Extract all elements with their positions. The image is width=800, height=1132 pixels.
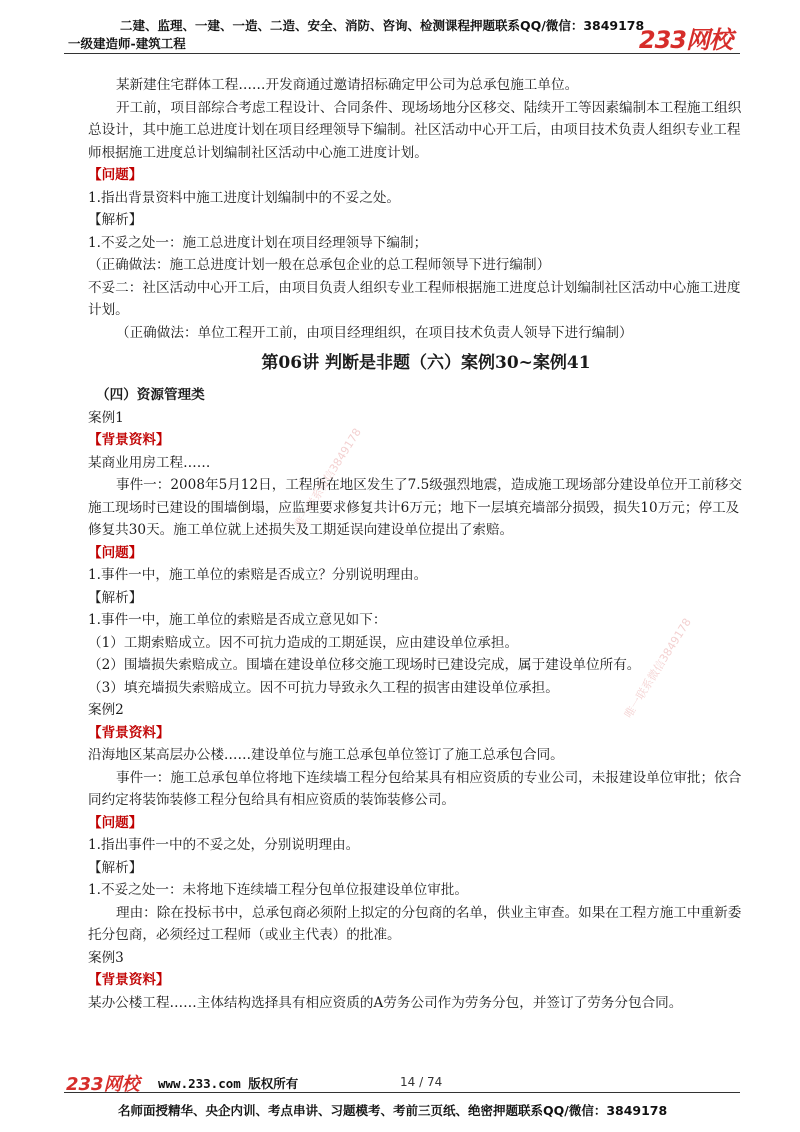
watermark-text: 唯一联系微信3849178 [291, 426, 364, 531]
question-tag: 【问题】 [88, 544, 143, 561]
question-tag: 【问题】 [88, 167, 143, 183]
lecture-title: 第06讲 判断是非题（六）案例30~案例41 [261, 353, 591, 373]
answer-line: 不妥二：社区活动中心开工后，由项目负责人组织专业工程师根据施工进度总计划编制社区活动中心施工进度计划。 [88, 279, 741, 318]
brand-logo: 233网校 [638, 26, 732, 54]
case-label: 案例3 [88, 949, 124, 966]
header-contact-line: 二建、监理、一建、一造、二造、安全、消防、咨询、检测课程押题联系QQ/微信：3849178 [120, 18, 645, 33]
answer-line: 理由：除在投标书中，总承包商必须附上拟定的分包商的名单，供业主审查。如果在工程方施工中重新委托分包商，必须经过工程师（或业主代表）的批准。 [88, 904, 742, 943]
paragraph: 事件一：2008年5月12日，工程所在地区发生了7.5级强烈地震，造成施工现场部分建设单位开工前移交施工现场时已建设的围墙倒塌，应监理要求修复共计6万元；地下一层填充墙部分损毁，损失10万元；停工及修复共30天。施工单位就上述损失及工期延误向建设单位提出了索赔。 [88, 477, 742, 538]
analysis-tag: 【解析】 [88, 589, 143, 606]
paragraph: 沿海地区某高层办公楼……建设单位与施工总承包单位签订了施工总承包合同。 [88, 747, 564, 763]
case-label: 案例2 [88, 702, 124, 718]
analysis-tag: 【解析】 [88, 212, 143, 228]
footer-contact-line: 名师面授精华、央企内训、考点串讲、习题模考、考前三页纸、绝密押题联系QQ/微信：3849178 [118, 1103, 668, 1118]
question: 1.指出背景资料中施工进度计划编制中的不妥之处。 [88, 189, 401, 206]
answer-line: （2）围墙损失索赔成立。围墙在建设单位移交施工现场时已建设完成，属于建设单位所有。 [88, 657, 641, 673]
answer-line: （3）填充墙损失索赔成立。因不可抗力导致永久工程的损害由建设单位承担。 [88, 679, 559, 696]
paragraph: 某商业用房工程…… [88, 454, 211, 471]
question-tag: 【问题】 [88, 814, 143, 831]
background-tag: 【背景资料】 [88, 432, 170, 448]
answer-line: 1.事件一中，施工单位的索赔是否成立意见如下： [88, 612, 387, 628]
paragraph: 某办公楼工程……主体结构选择具有相应资质的A劳务公司作为劳务分包，并签订了劳务分包合同。 [88, 994, 683, 1011]
header-subject: 一级建造师-建筑工程 [68, 36, 186, 51]
answer-line: （1）工期索赔成立。因不可抗力造成的工期延误，应由建设单位承担。 [88, 634, 519, 651]
page-number: 14 / 74 [400, 1075, 443, 1089]
answer-line: 1.不妥之处一：未将地下连续墙工程分包单位报建设单位审批。 [88, 882, 468, 898]
footer-copyright: www.233.com 版权所有 [158, 1076, 299, 1091]
question: 1.指出事件一中的不妥之处，分别说明理由。 [88, 837, 360, 853]
header-divider [64, 53, 740, 54]
answer-line: 1.不妥之处一：施工总进度计划在项目经理领导下编制； [88, 234, 428, 251]
paragraph: 某新建住宅群体工程……开发商通过邀请招标确定甲公司为总承包施工单位。 [116, 77, 579, 93]
footer-divider [64, 1092, 740, 1093]
case-label: 案例1 [88, 409, 124, 426]
answer-line: （正确做法：单位工程开工前，由项目经理组织，在项目技术负责人领导下进行编制） [116, 324, 633, 341]
paragraph: 开工前，项目部综合考虑工程设计、合同条件、现场场地分区移交、陆续开工等因素编制本工程施工组织总设计，其中施工总进度计划在项目经理领导下编制。社区活动中心开工后，由项目技术负责人组织专业工程师根据施工进度总计划编制社区活动中心施工进度计划。 [88, 99, 742, 161]
analysis-tag: 【解析】 [88, 859, 143, 876]
document-body [88, 74, 744, 1014]
paragraph: 事件一：施工总承包单位将地下连续墙工程分包给某具有相应资质的专业公司，未报建设单位审批；依合同约定将装饰装修工程分包给具有相应资质的装饰装修公司。 [88, 769, 742, 808]
watermark-text-2: 唯一联系微信3849178 [621, 616, 694, 721]
section-heading: （四）资源管理类 [96, 387, 205, 403]
footer-logo: 233网校 [66, 1074, 140, 1095]
background-tag: 【背景资料】 [88, 972, 170, 988]
answer-line: （正确做法：施工总进度计划一般在总承包企业的总工程师领导下进行编制） [88, 257, 551, 273]
question: 1.事件一中，施工单位的索赔是否成立？分别说明理由。 [88, 567, 428, 583]
background-tag: 【背景资料】 [88, 724, 170, 741]
